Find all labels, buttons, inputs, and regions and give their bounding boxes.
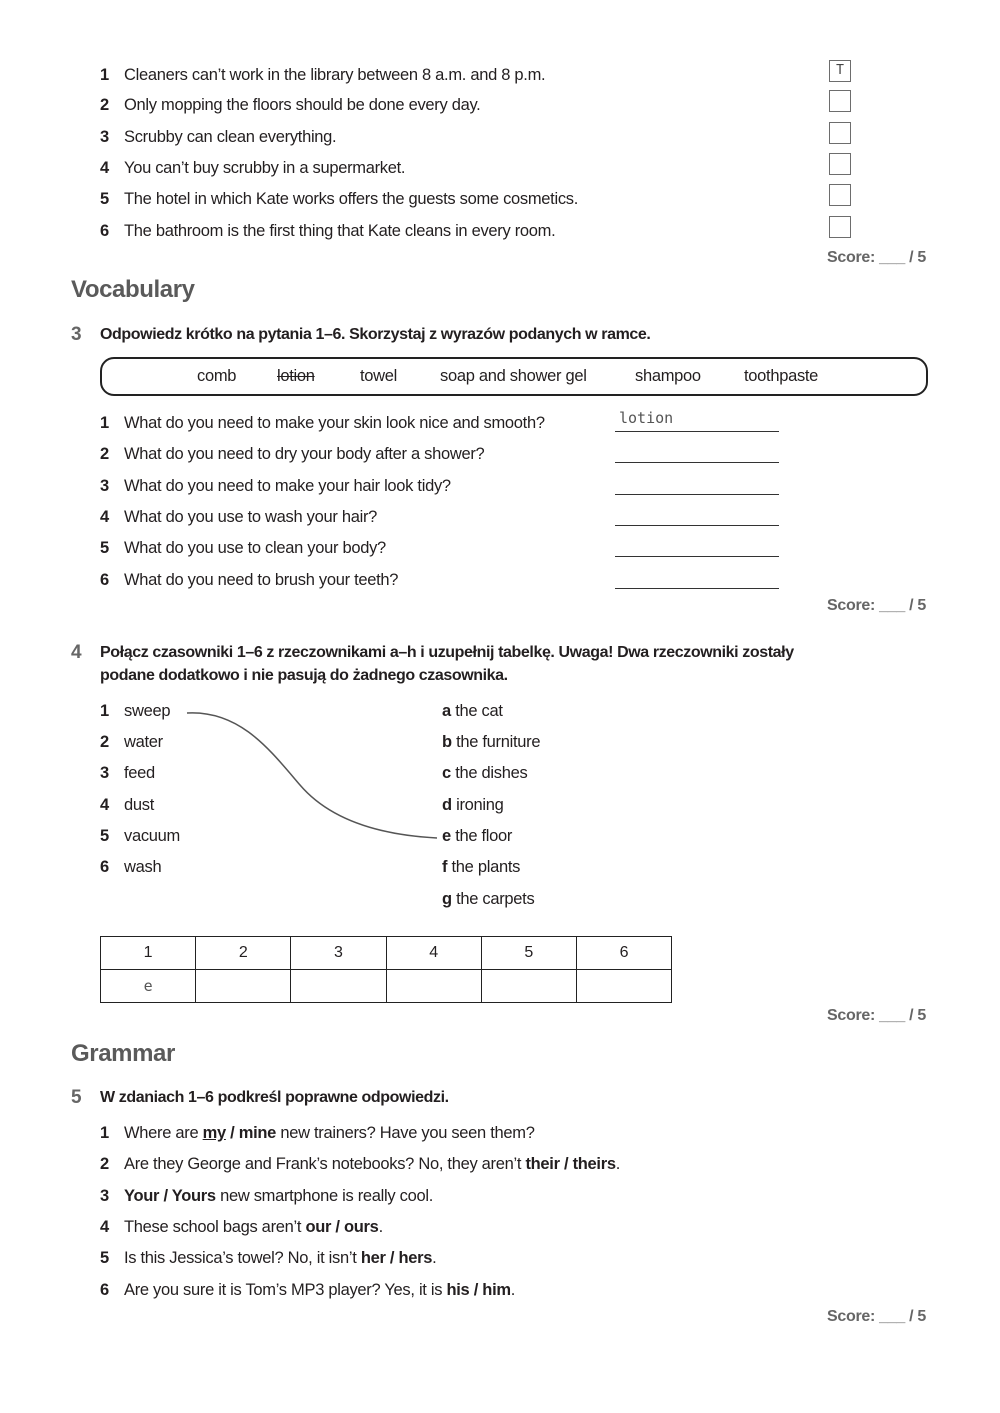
noun-text: ironing (456, 796, 504, 814)
option-separator: / (469, 1281, 483, 1299)
option-2[interactable]: him (482, 1281, 511, 1299)
item-number: 5 (100, 1249, 109, 1267)
sentence-text: new smartphone is really cool. (215, 1187, 434, 1205)
verb-text: feed (124, 764, 155, 782)
sentence-text: . (378, 1218, 383, 1236)
table-answer-cell[interactable] (481, 970, 576, 1003)
option-1[interactable]: our (305, 1218, 332, 1236)
option-2[interactable]: theirs (572, 1155, 616, 1173)
word-box-word: towel (360, 367, 398, 385)
exercise-number: 5 (71, 1087, 82, 1108)
sentence-text: Are they George and Frank’s notebooks? No, they aren’t (124, 1155, 526, 1173)
word-box-word: shampoo (635, 367, 701, 385)
sentence-text: . (510, 1281, 516, 1299)
table-answer-cell[interactable] (291, 970, 386, 1003)
table-answer-cell[interactable] (196, 970, 291, 1003)
noun-text: the carpets (456, 890, 535, 908)
sentence-text: Where are (124, 1124, 203, 1142)
item-number: 3 (100, 128, 109, 146)
word-box-word: toothpaste (744, 367, 819, 385)
item-number: 4 (100, 1218, 109, 1236)
item-number: 6 (100, 858, 109, 876)
instruction-text: podane dodatkowo i nie pasują do żadnego czasownika. (100, 667, 508, 684)
noun-text: the floor (455, 827, 513, 845)
grammar-sentence (100, 1123, 535, 1143)
word-box-word: lotion (277, 367, 315, 385)
grammar-sentence (100, 1248, 436, 1268)
sentence-text: Are you sure it is Tom’s MP3 player? Yes, it is (124, 1281, 447, 1299)
statement-text: Cleaners can’t work in the library between 8 a.m. and 8 p.m. (124, 66, 546, 84)
score-label: Score: ___ / 5 (827, 249, 926, 266)
item-number: 1 (100, 414, 109, 432)
option-2[interactable]: mine (238, 1124, 277, 1142)
item-number: 1 (100, 1124, 109, 1142)
score-label: Score: ___ / 5 (827, 1308, 926, 1325)
question-text: What do you need to make your hair look tidy? (124, 477, 451, 495)
item-letter: b (442, 733, 452, 751)
grammar-sentence (100, 1280, 515, 1300)
word-box-word: soap and shower gel (440, 367, 587, 385)
answer-text[interactable]: lotion (619, 409, 674, 427)
question-text: What do you use to clean your body? (124, 539, 386, 557)
item-number: 3 (100, 1187, 109, 1205)
item-number: 3 (100, 764, 109, 782)
item-number: 1 (100, 66, 109, 84)
question-text: What do you need to dry your body after a shower? (124, 445, 485, 463)
exercise-5-instruction (71, 1086, 449, 1109)
item-number: 6 (100, 222, 109, 240)
sentence-text: . (432, 1249, 437, 1267)
verb-text: dust (124, 796, 154, 814)
statement-text: The hotel in which Kate works offers the guests some cosmetics. (124, 190, 579, 208)
item-number: 6 (100, 571, 109, 589)
option-separator: / (385, 1249, 399, 1267)
statement-text: The bathroom is the first thing that Kate cleans in every room. (124, 222, 556, 240)
noun-text: the furniture (456, 733, 541, 751)
option-2[interactable]: Yours (171, 1187, 216, 1205)
section-heading-grammar: Grammar (71, 1040, 175, 1067)
verb-text: sweep (124, 702, 171, 720)
item-letter: e (442, 827, 451, 845)
item-number: 4 (100, 796, 109, 814)
instruction-text: W zdaniach 1–6 podkreśl poprawne odpowiedzi. (100, 1089, 449, 1106)
instruction-text: Połącz czasowniki 1–6 z rzeczownikami a–h i uzupełnij tabelkę. Uwaga! Dwa rzeczowniki zostały (100, 644, 794, 661)
score-label: Score: ___ / 5 (827, 597, 926, 614)
table-header-cell: 2 (196, 937, 291, 970)
question-text: What do you need to brush your teeth? (124, 571, 399, 589)
grammar-sentence (100, 1186, 433, 1206)
item-letter: a (442, 702, 451, 720)
word-box-word: comb (197, 367, 237, 385)
item-letter: d (442, 796, 452, 814)
verb-text: vacuum (124, 827, 180, 845)
score-label: Score: ___ / 5 (827, 1007, 926, 1024)
noun-text: the dishes (455, 764, 528, 782)
sentence-text: new trainers? Have you seen them? (276, 1124, 535, 1142)
option-1[interactable]: their (525, 1155, 560, 1173)
table-header-cell: 3 (291, 937, 386, 970)
table-header-cell: 5 (481, 937, 576, 970)
statement-text: You can’t buy scrubby in a supermarket. (124, 159, 406, 177)
exercise-number: 3 (71, 324, 82, 345)
item-number: 5 (100, 539, 109, 557)
verb-text: water (124, 733, 163, 751)
option-1[interactable]: his (446, 1281, 470, 1299)
option-2[interactable]: hers (398, 1249, 433, 1267)
option-separator: / (225, 1124, 239, 1142)
item-number: 2 (100, 1155, 109, 1173)
answer-checkbox[interactable]: T (829, 60, 851, 82)
question-text: What do you need to make your skin look nice and smooth? (124, 414, 545, 432)
noun-text: the plants (451, 858, 521, 876)
item-number: 3 (100, 477, 109, 495)
item-number: 2 (100, 445, 109, 463)
option-1[interactable]: Your (124, 1187, 160, 1205)
item-number: 4 (100, 508, 109, 526)
exercise-number: 4 (71, 642, 82, 663)
item-number: 1 (100, 702, 109, 720)
option-1[interactable]: my (202, 1124, 226, 1142)
item-letter: f (442, 858, 448, 876)
sentence-text: . (615, 1155, 621, 1173)
item-number: 6 (100, 1281, 109, 1299)
question-text: What do you use to wash your hair? (124, 508, 378, 526)
option-separator: / (331, 1218, 344, 1236)
item-letter: g (442, 890, 452, 908)
item-letter: c (442, 764, 451, 782)
instruction-text: Odpowiedz krótko na pytania 1–6. Skorzystaj z wyrazów podanych w ramce. (100, 326, 651, 343)
item-number: 2 (100, 733, 109, 751)
item-number: 5 (100, 190, 109, 208)
table-answer-cell[interactable]: e (101, 970, 196, 1003)
item-number: 4 (100, 159, 109, 177)
grammar-sentence (100, 1154, 620, 1174)
item-number: 5 (100, 827, 109, 845)
table-answer-cell[interactable] (576, 970, 671, 1003)
table-answer-cell[interactable] (386, 970, 481, 1003)
option-separator: / (159, 1187, 172, 1205)
grammar-sentence (100, 1217, 383, 1237)
section-heading-vocabulary: Vocabulary (71, 276, 195, 303)
verb-text: wash (124, 858, 162, 876)
noun-text: the cat (455, 702, 503, 720)
option-2[interactable]: ours (344, 1218, 379, 1236)
statement-text: Scrubby can clean everything. (124, 128, 337, 146)
table-header-cell: 4 (386, 937, 481, 970)
table-header-cell: 6 (576, 937, 671, 970)
sentence-text: These school bags aren’t (124, 1218, 306, 1236)
statement-text: Only mopping the floors should be done every day. (124, 96, 481, 114)
item-number: 2 (100, 96, 109, 114)
answer-table (100, 936, 672, 1003)
option-1[interactable]: her (360, 1249, 386, 1267)
sentence-text: Is this Jessica’s towel? No, it isn’t (124, 1249, 361, 1267)
table-header-cell: 1 (101, 937, 196, 970)
option-separator: / (559, 1155, 573, 1173)
